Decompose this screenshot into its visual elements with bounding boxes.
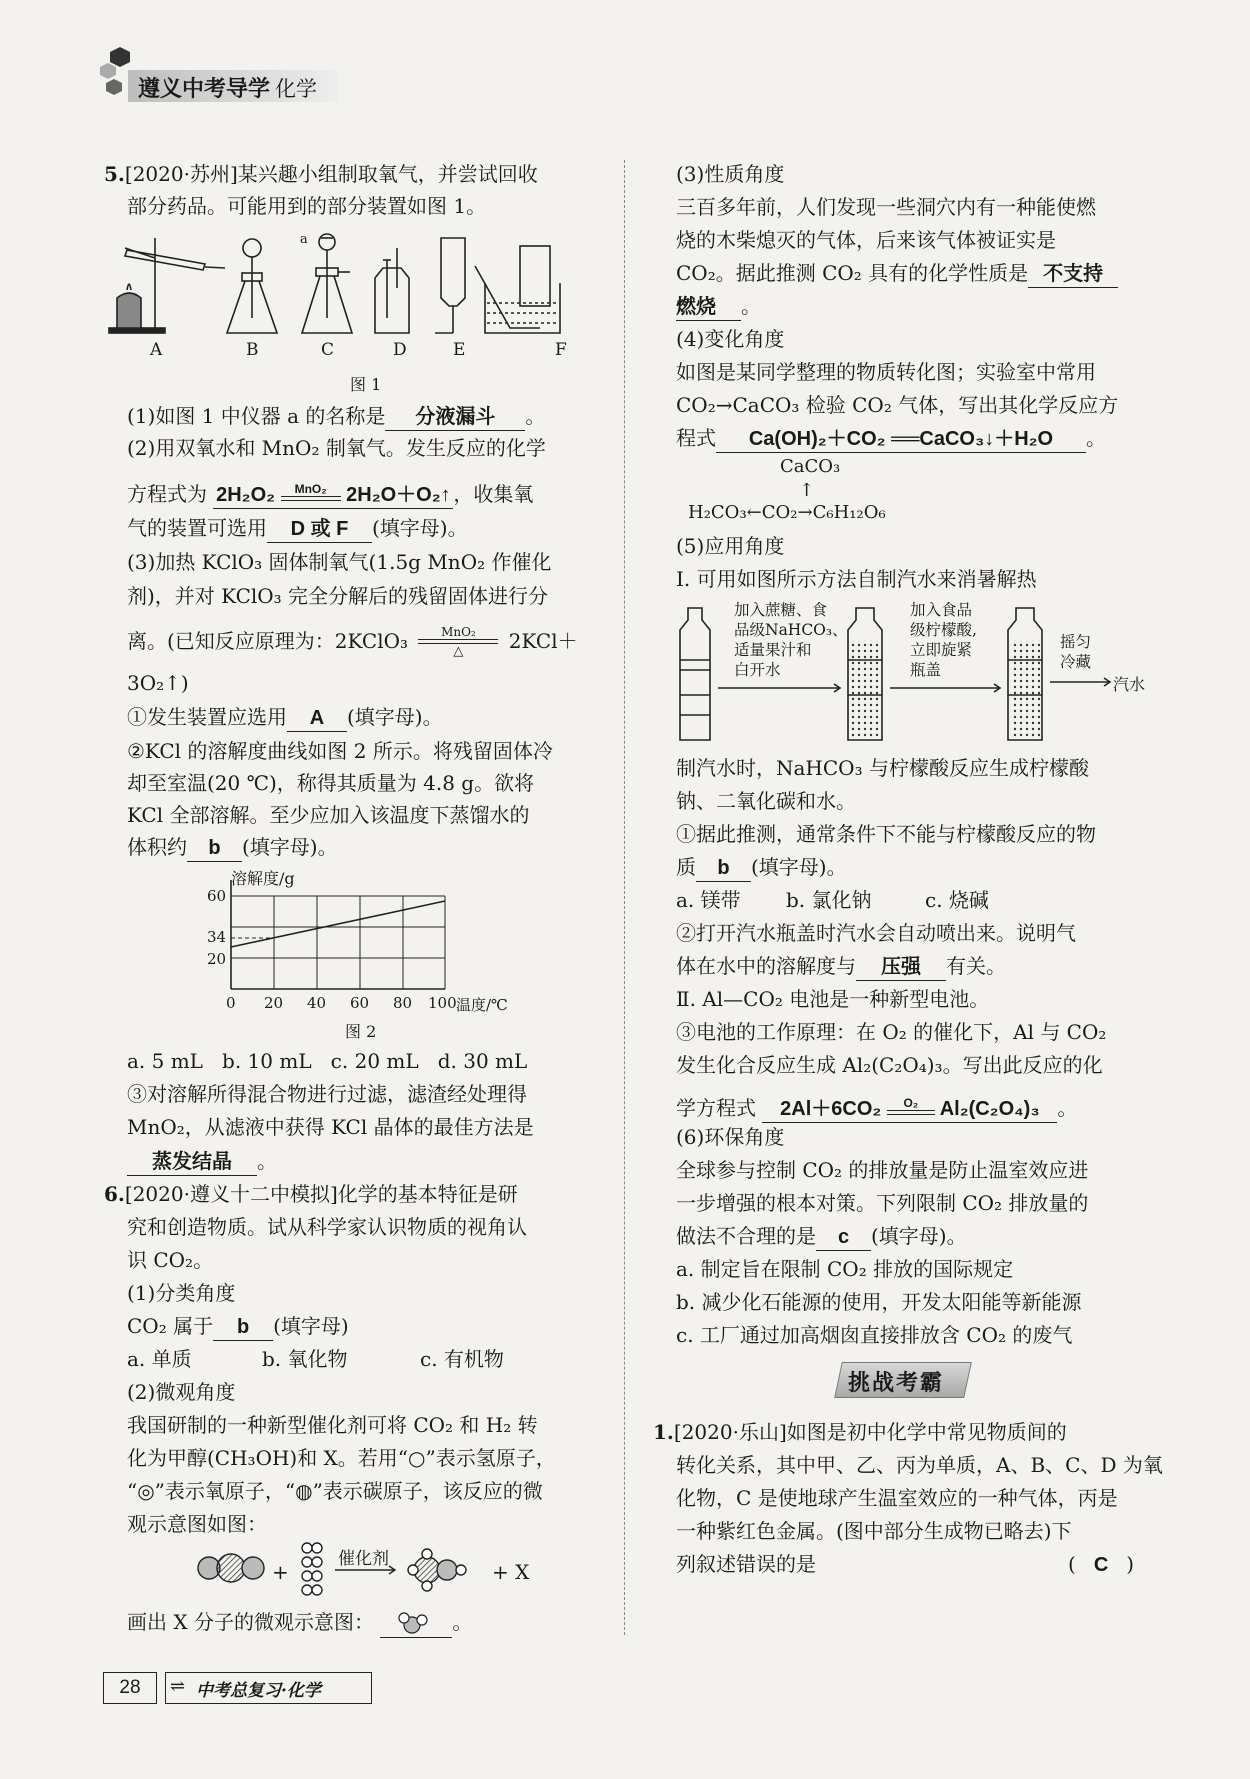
column-divider [624,160,625,1635]
q5-p3-q3-l2: MnO₂，从滤液中获得 KCl 晶体的最佳方法是 [127,1115,534,1139]
fig2-ytick-20: 20 [207,950,227,968]
c1-l2: 转化关系，其中甲、乙、丙为单质，A、B、C、D 为氧 [676,1453,1163,1477]
s5-II: Ⅱ. Al—CO₂ 电池是一种新型电池。 [676,987,990,1011]
q6-s2-l1: 我国研制的一种新型催化剂可将 CO₂ 和 H₂ 转 [127,1413,538,1437]
footer-page-number: 28 [103,1672,157,1704]
s6-answer: c [816,1224,871,1251]
q5-p3-q2-l1: ②KCl 的溶解度曲线如图 2 所示。将残留固体冷 [127,739,553,763]
c1-l3: 化物，C 是使地球产生温室效应的一种气体，丙是 [676,1486,1118,1510]
s5-q1-opt-c: c. 烧碱 [925,888,989,912]
s6-l1: 全球参与控制 CO₂ 的排放量是防止温室效应进 [676,1158,1089,1182]
footer-book-icon: ⇌ [170,1676,186,1697]
fig2-caption: 图 2 [345,1022,377,1041]
s5-l2: 钠、二氧化碳和水。 [676,789,856,813]
fig1-label-a-small: a [300,232,308,247]
s3-l1: 三百多年前，人们发现一些洞穴内有一种能使燃 [676,195,1096,219]
s4-l3: 程式 Ca(OH)₂＋CO₂ ══CaCO₃↓＋H₂O 。 [676,422,1106,454]
q5-p2-line1: (2)用双氧水和 MnO₂ 制氧气。发生反应的化学 [127,436,546,460]
q5-p3-q2-answer: b [187,835,242,862]
soda-product: 汽水 [1113,675,1146,694]
q5-p1-answer: 分液漏斗 [385,404,525,431]
q6-s1-question: CO₂ 属于 b (填字母) [127,1310,349,1342]
q6-s1-opt-b: b. 氧化物 [262,1347,348,1371]
fig1-label-E: E [453,340,466,360]
s5-q3-l1: ③电池的工作原理：在 O₂ 的催化下，Al 与 CO₂ [676,1020,1107,1044]
q6-line1: 6.[2020·遵义十二中模拟]化学的基本特征是研 [104,1182,518,1206]
s3-l4: 燃烧 。 [676,290,761,322]
q5-p2-equation: 2H₂O₂ MnO₂ 2H₂O＋O₂↑ [213,482,453,509]
q6-s2-draw-answer [380,1611,452,1638]
footer-book-title: 中考总复习·化学 [196,1681,321,1701]
q5-p3-q2-l4: 体积约 b (填字母)。 [127,831,338,863]
fig1-label-A: A [150,340,163,360]
q6-stem2: 究和创造物质。试从科学家认识物质的视角认 [127,1215,527,1239]
s5-q3-l2: 发生化合反应生成 Al₂(C₂O₄)₃。写出此反应的化 [676,1053,1103,1077]
s3-answer-part2: 燃烧 [676,294,741,321]
q5-p3-q2-l2: 却至室温(20 ℃)，称得其质量为 4.8 g。欲将 [127,771,535,795]
s3-title: (3)性质角度 [676,162,785,186]
s3-l3: CO₂。据此推测 CO₂ 具有的化学性质是 不支持 [676,257,1118,289]
s5-q1-answer: b [696,855,751,882]
water-molecule-icon [394,1611,434,1637]
fig2-ytick-60: 60 [207,887,227,905]
s3-l2: 烧的木柴熄灭的气体，后来该气体被证实是 [676,228,1056,252]
q6-s1-opt-a: a. 单质 [127,1347,192,1371]
s5-q2-l1: ②打开汽水瓶盖时汽水会自动喷出来。说明气 [676,921,1076,945]
q5-p3-q3-answer: 蒸发结晶 [127,1149,257,1176]
s5-q2-l2: 体在水中的溶解度与 压强 有关。 [676,950,1006,982]
q5-p3-q1: ①发生装置应选用 A (填字母)。 [127,701,443,733]
fig2-xtick-80: 80 [393,994,413,1012]
s5-q3-l3: 学方程式 2Al＋6CO₂ O₂ Al₂(C₂O₄)₃ 。 [676,1092,1077,1124]
s5-q1-l1: ①据此推测，通常条件下不能与柠檬酸反应的物 [676,822,1096,846]
fig1-caption: 图 1 [350,375,382,394]
s4-title: (4)变化角度 [676,327,785,351]
micro-plus-1: + [272,1560,289,1584]
s4-diagram-top: CaCO₃ [780,456,841,477]
header-subject: 化学 [275,77,317,101]
s5-l1: 制汽水时，NaHCO₃ 与柠檬酸反应生成柠檬酸 [676,756,1089,780]
soda-step2-text: 加入食品 级柠檬酸, 立即旋紧 瓶盖 [910,601,977,679]
c1-l5: 列叙述错误的是 [676,1552,816,1576]
s3-answer-part1: 不支持 [1028,261,1118,288]
fig2-xtick-0: 0 [226,994,236,1012]
fig1-label-B: B [246,340,259,360]
fig2-xtick-20: 20 [264,994,284,1012]
q6-s2-title: (2)微观角度 [127,1380,236,1404]
soda-step1-text: 加入蔗糖、食 品级NaHCO₃、 适量果汁和 白开水 [734,601,848,679]
s6-opt-b: b. 减少化石能源的使用，开发太阳能等新能源 [676,1290,1082,1314]
q5-number: 5. [104,162,125,186]
q5-p3-line1: (3)加热 KClO₃ 固体制氧气(1.5g MnO₂ 作催化 [127,550,552,574]
s6-l2: 一步增强的根本对策。下列限制 CO₂ 排放量的 [676,1191,1089,1215]
s6-title: (6)环保角度 [676,1125,785,1149]
fig2-ytick-34: 34 [207,928,227,946]
challenge-banner-text: 挑战考霸 [848,1370,945,1395]
s4-diagram-row: H₂CO₃←CO₂→C₆H₁₂O₆ [688,502,886,523]
s4-l2: CO₂→CaCO₃ 检验 CO₂ 气体，写出其化学反应方 [676,393,1119,417]
q5-p3-q3-l1: ③对溶解所得混合物进行过滤，滤渣经处理得 [127,1082,527,1106]
q6-s1-opt-c: c. 有机物 [420,1347,504,1371]
figure-1-apparatus [105,228,625,373]
s5-q2-answer: 压强 [856,954,946,981]
c1-source: [2020·乐山] [673,1420,787,1444]
s6-opt-c: c. 工厂通过加高烟囱直接排放含 CO₂ 的废气 [676,1323,1073,1347]
q5-stem2: 部分药品。可能用到的部分装置如图 1。 [127,194,487,218]
s5-I: Ⅰ. 可用如图所示方法自制汽水来消暑解热 [676,567,1037,591]
c1-answer: C [1093,1554,1109,1576]
q5-p3-line2: 剂)，并对 KClO₃ 完全分解后的残留固体进行分 [127,584,549,608]
fig1-label-F: F [555,340,567,360]
q6-s2-l4: 观示意图如图： [127,1512,267,1536]
q5-p3-q2-l3: KCl 全部溶解。至少应加入该温度下蒸馏水的 [127,803,530,827]
q6-s2-l2: 化为甲醇(CH₃OH)和 X。若用“○”表示氢原子， [127,1446,556,1470]
fig1-label-D: D [393,340,407,360]
fig2-xlabel: 温度/℃ [456,996,508,1014]
c1-number: 1. [653,1420,674,1444]
s5-q1-opt-b: b. 氯化钠 [786,888,872,912]
header-series: 遵义中考导学 [138,76,271,101]
q5-p3-q1-answer: A [287,705,347,732]
s5-q3-equation: 2Al＋6CO₂ O₂ Al₂(C₂O₄)₃ [762,1096,1057,1123]
fig2-ylabel: 溶解度/g [231,869,295,888]
q6-s1-answer: b [213,1314,273,1341]
q5-p2-answer2: D 或 F [267,516,372,543]
q6-stem3: 识 CO₂。 [127,1248,214,1272]
q5-p3-line3: 离。(已知反应原理为：2KClO₃ MnO₂ △ 2KCl＋ [127,625,578,659]
fig1-label-C: C [321,340,335,360]
s5-q1-l2: 质 b (填字母)。 [676,851,847,883]
s4-l1: 如图是某同学整理的物质转化图；实验室中常用 [676,360,1096,384]
c1-line1: 1.[2020·乐山]如图是初中化学中常见物质间的 [653,1420,1067,1444]
q6-source: [2020·遵义十二中模拟] [124,1182,338,1206]
q6-s2-l3: “◎”表示氧原子，“◍”表示碳原子，该反应的微 [127,1479,543,1503]
s6-opt-a: a. 制定旨在限制 CO₂ 排放的国际规定 [676,1257,1014,1281]
q5-p2-line2: 方程式为 2H₂O₂ MnO₂ 2H₂O＋O₂↑ ，收集氧 [127,478,533,510]
q6-s1-title: (1)分类角度 [127,1281,236,1305]
q6-s2-draw: 画出 X 分子的微观示意图： 。 [127,1606,472,1638]
q5-p3-options: a. 5 mL b. 10 mL c. 20 mL d. 30 mL [127,1049,528,1073]
s6-l3: 做法不合理的是 c (填字母)。 [676,1220,967,1252]
fig2-xtick-40: 40 [307,994,327,1012]
q6-number: 6. [104,1182,125,1206]
s4-answer: Ca(OH)₂＋CO₂ ══CaCO₃↓＋H₂O [716,426,1086,453]
q5-p3-line4: 3O₂↑) [127,671,189,695]
q5-source: [2020·苏州] [124,162,238,186]
c1-l4: 一种紫红色金属。(图中部分生成物已略去)下 [676,1519,1072,1543]
q5-line1 [104,158,538,190]
q5-p3-q3-l3: 蒸发结晶 。 [127,1145,277,1177]
micro-catalyst-label: 催化剂 [338,1549,389,1569]
fig2-xtick-100: 100 [428,994,457,1012]
micro-plus-x: + X [492,1560,530,1584]
soda-step3-text: 摇匀 冷藏 [1060,633,1092,671]
q5-stem1: 某兴趣小组制取氧气，并尝试回收 [237,162,538,186]
s5-title: (5)应用角度 [676,534,785,558]
c1-answer-bracket: ( C ) [1068,1552,1135,1576]
fig2-xtick-60: 60 [350,994,370,1012]
s5-q1-opt-a: a. 镁带 [676,888,741,912]
q5-p1: (1)如图 1 中仪器 a 的名称是 分液漏斗 。 [127,400,545,432]
q5-p2-line3: 气的装置可选用 D 或 F (填字母)。 [127,512,468,544]
s4-diagram-arrow-up: ↑ [799,480,815,501]
